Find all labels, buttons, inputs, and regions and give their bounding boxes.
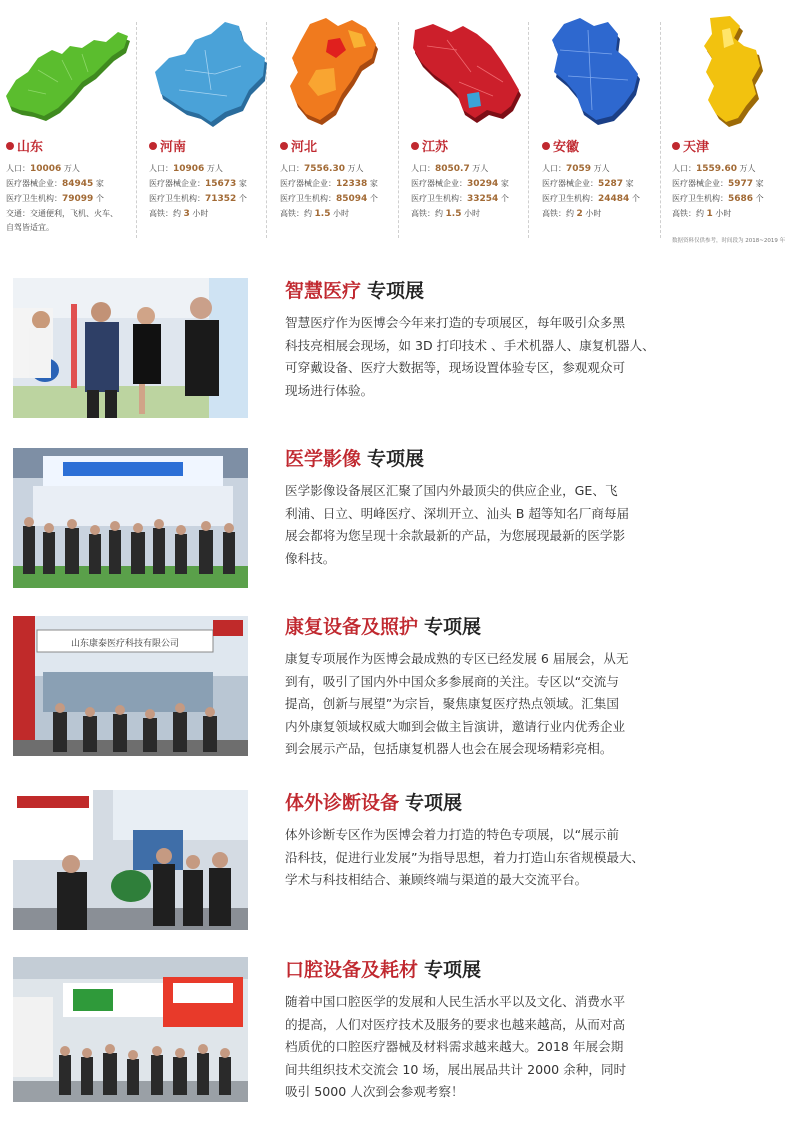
section-title: 医学影像 专项展 (285, 448, 425, 470)
province-name: 山东 (6, 136, 43, 155)
anhui-map (538, 10, 668, 130)
device-enterprises-line: 医疗器械企业：12338 家 (280, 179, 378, 189)
province-name: 河北 (280, 136, 317, 155)
exhibition-photo (13, 957, 248, 1102)
henan-map (145, 10, 275, 130)
section-medical-imaging (0, 444, 793, 594)
province-jiangsu (407, 10, 537, 245)
high-speed-rail-line: 高铁：约 1 小时 (672, 209, 732, 219)
province-stats-strip (0, 0, 793, 250)
section-body: 随着中国口腔医学的发展和人民生活水平以及文化、消费水平 的提高，人们对医疗技术及服务的要求也越来越高，从而对高 档质优的口腔医疗器械及材料需求越来越大。2018 年展会期 间共组织技术交流会 10 场，展出展品共计 2000 余种，同时 吸引 5000 人次到会参观考察！ (285, 994, 627, 1099)
svg-text:山东康泰医疗科技有限公司: 山东康泰医疗科技有限公司 (70, 639, 180, 649)
device-enterprises-line: 医疗器械企业：5977 家 (672, 179, 764, 189)
population-line: 人口：10006 万人 (6, 164, 80, 174)
section-body: 智慧医疗作为医博会今年来打造的专项展区，每年吸引众多黑 科技亮相展会现场，如 3D 打印技术 、手术机器人、康复机器人、 可穿戴设备、医疗大数据等，现场设置体验专区，参观观众可 现场进行体验。 (285, 315, 655, 398)
province-name: 安徽 (542, 136, 579, 155)
device-enterprises-line: 医疗器械企业：5287 家 (542, 179, 634, 189)
device-enterprises-line: 医疗器械企业：15673 家 (149, 179, 247, 189)
section-body: 医学影像设备展区汇聚了国内外最顶尖的供应企业，GE、飞 利浦、日立、明峰医疗、深圳开立、汕头 B 超等知名厂商每届 展会都将为您呈现十余款最新的产品，为您展现最新的医学影 像科技。 (285, 483, 630, 566)
shandong-map (2, 10, 132, 130)
section-title: 体外诊断设备 专项展 (285, 792, 463, 814)
health-institutions-line: 医疗卫生机构：33254 个 (411, 194, 509, 204)
exhibition-photo (13, 616, 248, 756)
province-name: 天津 (672, 136, 709, 155)
traffic-line: 交通：交通便利，飞机、火车、 (6, 209, 118, 218)
section-body: 体外诊断专区作为医博会着力打造的特色专项展，以“展示前 沿科技，促进行业发展”为指导思想，着力打造山东省规模最大、 学术与科技相结合、兼顾终端与渠道的最大交流平台。 (285, 827, 645, 887)
health-institutions-line: 医疗卫生机构：85094 个 (280, 194, 378, 204)
section-title: 康复设备及照护 专项展 (285, 616, 482, 638)
population-line: 人口：7556.30 万人 (280, 164, 364, 174)
exhibition-photo (13, 790, 248, 930)
health-institutions-line: 医疗卫生机构：79099 个 (6, 194, 104, 204)
traffic-line-2: 自驾皆适宜。 (6, 223, 54, 232)
high-speed-rail-line: 高铁：约 3 小时 (149, 209, 209, 219)
data-source-note: 数据资料仅供参考，时间段为 2018~2019 年 (672, 238, 786, 244)
province-henan (145, 10, 275, 245)
province-hebei (276, 10, 406, 245)
province-shandong (2, 10, 132, 245)
hebei-map (276, 10, 406, 130)
population-line: 人口：8050.7 万人 (411, 164, 489, 174)
health-institutions-line: 医疗卫生机构：5686 个 (672, 194, 764, 204)
device-enterprises-line: 医疗器械企业：30294 家 (411, 179, 509, 189)
population-line: 人口：7059 万人 (542, 164, 610, 174)
divider (136, 22, 137, 238)
population-line: 人口：10906 万人 (149, 164, 223, 174)
health-institutions-line: 医疗卫生机构：24484 个 (542, 194, 640, 204)
section-title: 口腔设备及耗材 专项展 (285, 959, 482, 981)
exhibition-photo (13, 278, 248, 418)
tianjin-map (668, 10, 793, 130)
section-title: 智慧医疗 专项展 (285, 280, 425, 302)
province-tianjin (668, 10, 793, 245)
high-speed-rail-line: 高铁：约 1.5 小时 (411, 209, 481, 219)
high-speed-rail-line: 高铁：约 2 小时 (542, 209, 602, 219)
province-anhui (538, 10, 668, 245)
population-line: 人口：1559.60 万人 (672, 164, 756, 174)
jiangsu-map (407, 10, 537, 130)
province-name: 江苏 (411, 136, 448, 155)
device-enterprises-line: 医疗器械企业：84945 家 (6, 179, 104, 189)
section-rehabilitation (0, 612, 793, 772)
health-institutions-line: 医疗卫生机构：71352 个 (149, 194, 247, 204)
exhibition-photo (13, 448, 248, 588)
province-name: 河南 (149, 136, 186, 155)
high-speed-rail-line: 高铁：约 1.5 小时 (280, 209, 350, 219)
section-body: 康复专项展作为医博会最成熟的专区已经发展 6 届展会，从无 到有，吸引了国内外中国众多参展商的关注。专区以“交流与 提高，创新与展望”为宗旨，聚焦康复医疗热点领域。汇集国 内外康复领域权威大咖到会做主旨演讲，邀请行业内优秀企业 到会展示产品，包括康复机器人也会在展会现场精彩亮相。 (285, 651, 629, 756)
section-dental (0, 955, 793, 1115)
section-smart-medical (0, 276, 793, 426)
section-in-vitro-diagnostics (0, 788, 793, 938)
